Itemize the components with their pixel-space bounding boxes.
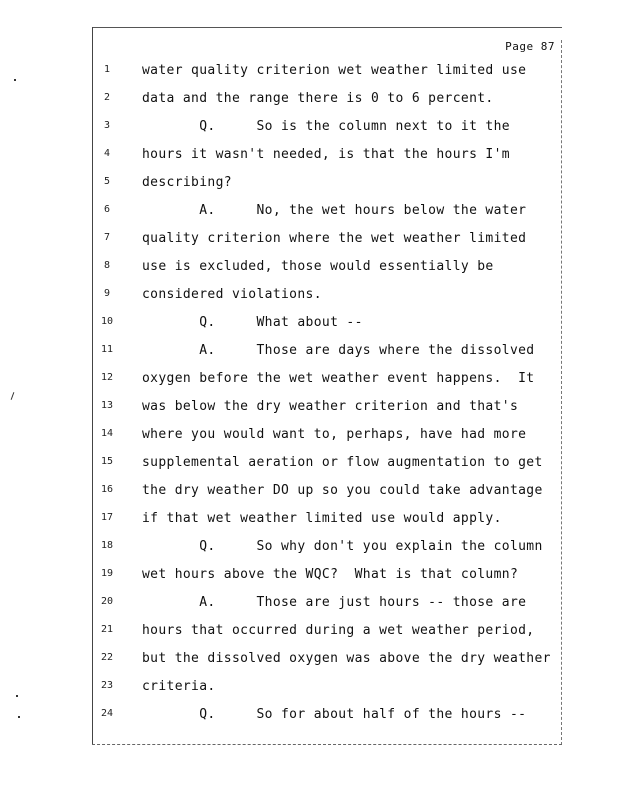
line-number: 5 — [103, 176, 111, 187]
line-number: 9 — [103, 288, 111, 299]
transcript-line: was below the dry weather criterion and that's — [142, 399, 519, 414]
transcript-line: A. No, the wet hours below the water — [142, 203, 527, 218]
transcript-line: where you would want to, perhaps, have had more — [142, 427, 527, 442]
line-number: 3 — [103, 120, 111, 131]
line-number: 16 — [100, 484, 114, 495]
line-number: 13 — [100, 400, 114, 411]
scan-speck — [18, 716, 20, 718]
left-margin-rule — [92, 27, 93, 745]
transcript-line: use is excluded, those would essentially be — [142, 259, 494, 274]
page-number: Page 87 — [505, 40, 555, 53]
line-number: 24 — [100, 708, 114, 719]
line-number: 23 — [100, 680, 114, 691]
transcript-line: Q. So for about half of the hours -- — [142, 707, 527, 722]
scan-speck — [14, 79, 16, 81]
line-number: 14 — [100, 428, 114, 439]
transcript-line: water quality criterion wet weather limited use — [142, 63, 527, 78]
line-number: 12 — [100, 372, 114, 383]
transcript-line: data and the range there is 0 to 6 percent. — [142, 91, 494, 106]
line-number: 15 — [100, 456, 114, 467]
transcript-line: hours it wasn't needed, is that the hours I'm — [142, 147, 510, 162]
transcript-line: but the dissolved oxygen was above the dry weather — [142, 651, 551, 666]
transcript-line: if that wet weather limited use would apply. — [142, 511, 502, 526]
line-number: 4 — [103, 148, 111, 159]
line-number: 21 — [100, 624, 114, 635]
transcript-line: wet hours above the WQC? What is that column? — [142, 567, 519, 582]
line-number: 11 — [100, 344, 114, 355]
transcript-line: the dry weather DO up so you could take advantage — [142, 483, 543, 498]
line-number: 10 — [100, 316, 114, 327]
line-number: 8 — [103, 260, 111, 271]
scan-speck — [16, 695, 18, 697]
line-number: 22 — [100, 652, 114, 663]
line-number: 7 — [103, 232, 111, 243]
transcript-line: Q. What about -- — [142, 315, 363, 330]
line-number: 19 — [100, 568, 114, 579]
line-number: 18 — [100, 540, 114, 551]
line-number: 20 — [100, 596, 114, 607]
transcript-line: A. Those are days where the dissolved — [142, 343, 535, 358]
right-margin-rule — [561, 40, 563, 745]
line-number: 1 — [103, 64, 111, 75]
transcript-line: considered violations. — [142, 287, 322, 302]
transcript-line: hours that occurred during a wet weather period, — [142, 623, 535, 638]
transcript-line: quality criterion where the wet weather limited — [142, 231, 527, 246]
transcript-line: Q. So why don't you explain the column — [142, 539, 543, 554]
transcript-line: oxygen before the wet weather event happens. It — [142, 371, 535, 386]
scan-speck — [11, 392, 15, 400]
transcript-line: Q. So is the column next to it the — [142, 119, 510, 134]
line-number: 2 — [103, 92, 111, 103]
line-number: 6 — [103, 204, 111, 215]
transcript-line: A. Those are just hours -- those are — [142, 595, 527, 610]
bottom-rule — [92, 744, 562, 746]
transcript-page-frame — [92, 27, 562, 746]
transcript-line: describing? — [142, 175, 232, 190]
transcript-line: supplemental aeration or flow augmentation to get — [142, 455, 543, 470]
transcript-line: criteria. — [142, 679, 216, 694]
line-number: 17 — [100, 512, 114, 523]
